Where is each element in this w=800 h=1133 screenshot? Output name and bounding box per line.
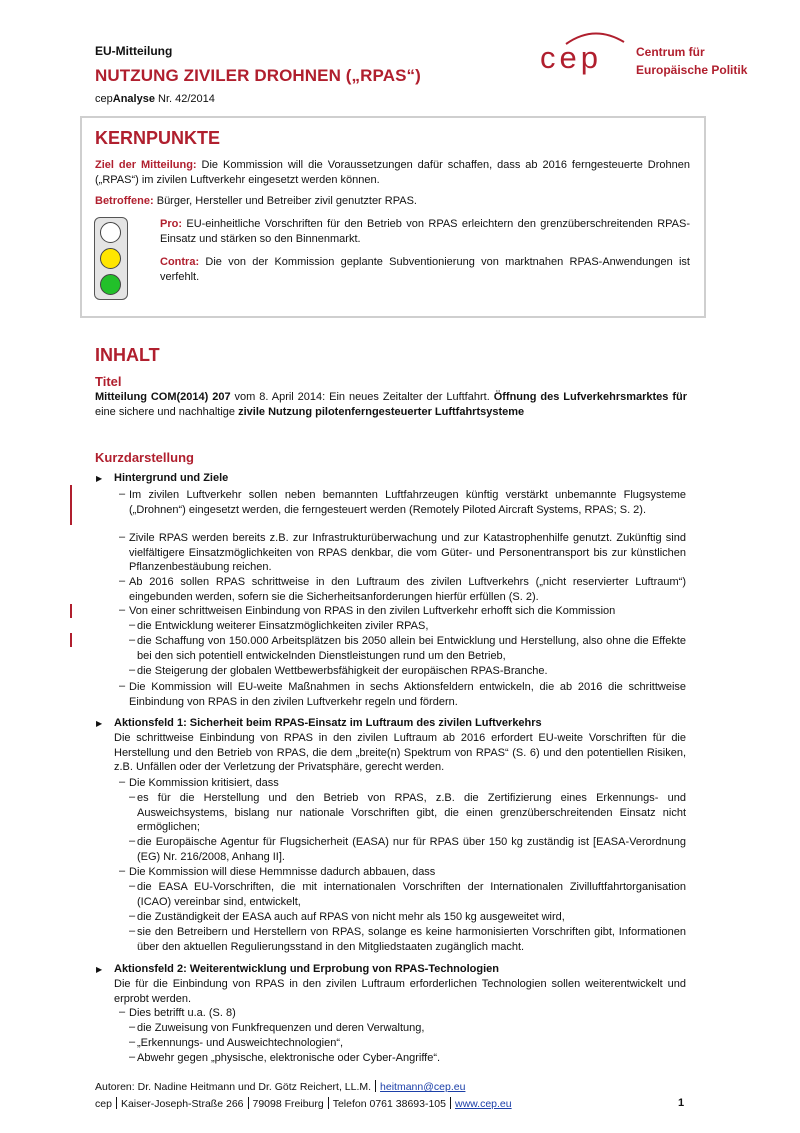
website-link[interactable]: www.cep.eu: [454, 1098, 512, 1110]
section-intro: Die für die Einbindung von RPAS in den zivilen Luftraum erforderlichen Technologien sollen weiterentwickelt und erprobt werden.: [114, 978, 686, 1005]
footer-contact: cep Kaiser-Joseph-Straße 266 79098 Freiburg Telefon 0761 38693-105 www.cep.eu: [95, 1098, 512, 1110]
analysis-number: cepAnalyse Nr. 42/2014: [95, 93, 215, 105]
sub-list-item: die Steigerung der globalen Wettbewerbsfähigkeit der europäischen RPAS-Branche.: [137, 665, 548, 677]
cep-logo: cep: [540, 40, 602, 75]
dash-bullet: –: [129, 634, 136, 646]
list-item: Ab 2016 sollen RPAS schrittweise in den Luftraum des zivilen Luftverkehrs („nicht reservierter Luftraum“) eingebunden werden, sofern sie die Sicherheitsanforderungen hierfür erfüllen (S. 2).: [129, 576, 686, 603]
document-type: EU-Mitteilung: [95, 44, 173, 58]
dash-bullet: –: [129, 925, 136, 937]
dash-bullet: –: [129, 910, 136, 922]
dash-bullet: –: [129, 1021, 136, 1033]
summary-subheading: Kurzdarstellung: [95, 450, 194, 465]
dash-bullet: –: [119, 776, 126, 788]
goal-paragraph: Ziel der Mitteilung: Die Kommission will die Voraussetzungen dafür schaffen, dass ab 2016 ferngesteuerte Drohnen („RPAS“) im zivilen Luftverkehr eingesetzt werden können.: [95, 159, 690, 186]
dash-bullet: –: [119, 680, 126, 692]
pro-paragraph: Pro: EU-einheitliche Vorschriften für den Betrieb von RPAS erleichtern den grenzüberschreitenden RPAS-Einsatz und stärken so den Binnenmarkt.: [160, 218, 690, 245]
dash-bullet: –: [119, 575, 126, 587]
dash-bullet: –: [129, 1036, 136, 1048]
org-name-line2: Europäische Politik: [636, 63, 748, 77]
dash-bullet: –: [129, 835, 136, 847]
sub-list-item: die Zuständigkeit der EASA auch auf RPAS von nicht mehr als 150 kg ausgeweitet wird,: [137, 911, 565, 923]
dash-bullet: –: [129, 619, 136, 631]
page-number: 1: [678, 1097, 685, 1109]
dash-bullet: –: [129, 664, 136, 676]
sub-list-item: die Entwicklung weiterer Einsatzmöglichkeiten ziviler RPAS,: [137, 620, 429, 632]
title-subheading: Titel: [95, 374, 122, 389]
section-heading: Hintergrund und Ziele: [114, 472, 229, 484]
contra-paragraph: Contra: Die von der Kommission geplante Subventionierung von marktnahen RPAS-Anwendungen ist verfehlt.: [160, 256, 690, 283]
dash-bullet: –: [129, 791, 136, 803]
list-item: Von einer schrittweisen Einbindung von RPAS in den zivilen Luftverkehr erhofft sich die Kommission: [129, 605, 616, 617]
dash-bullet: –: [129, 880, 136, 892]
sub-list-item: sie den Betreibern und Herstellern von RPAS, solange es keine harmonisierten Vorschriften gibt, Informationen über den aktuellen Regulierungsstand in den Mitgliedstaaten zugänglich macht.: [137, 926, 686, 953]
change-marker: [70, 633, 72, 647]
sub-list-item: es für die Herstellung und den Betrieb von RPAS, z.B. die Zertifizierung eines Erkennungs- und Ausweichsystems, bislang nur nationale Vorschriften gibt, die einen grenzüberschreitenden Einsatz nicht ermöglichen;: [137, 792, 686, 833]
sub-list-item: „Erkennungs- und Ausweichtechnologien“,: [137, 1037, 344, 1049]
traffic-light-icon: [94, 217, 128, 300]
section-heading: Aktionsfeld 2: Weiterentwicklung und Erprobung von RPAS-Technologien: [114, 963, 500, 975]
change-marker: [70, 485, 72, 525]
org-name-line1: Centrum für: [636, 45, 705, 59]
affected-paragraph: Betroffene: Bürger, Hersteller und Betreiber zivil genutzter RPAS.: [95, 195, 417, 207]
section-intro: Die schrittweise Einbindung von RPAS in den zivilen Luftraum ab 2016 erfordert EU-weite Vorschriften für die Herstellung und den Betrieb von RPAS, die dem „breite(n) Spektrum von RPAS“ (S. 6) und den potentiellen Risiken, z.B. Unfällen oder der Verletzung der Privatsphäre, gerecht werden.: [114, 732, 686, 773]
dash-bullet: –: [119, 604, 126, 616]
dash-bullet: –: [119, 1006, 126, 1018]
section-heading: Aktionsfeld 1: Sicherheit beim RPAS-Einsatz im Luftraum des zivilen Luftverkehrs: [114, 717, 542, 729]
bullet-triangle-icon: ▶: [96, 965, 103, 974]
list-item: Die Kommission will EU-weite Maßnahmen in sechs Aktionsfeldern entwickeln, die ab 2016 die schrittweise Einbindung von RPAS in den zivilen Luftverkehr regeln und fördern.: [129, 681, 686, 708]
bullet-triangle-icon: ▶: [96, 719, 103, 728]
list-item: Dies betrifft u.a. (S. 8): [129, 1007, 236, 1019]
list-item: Im zivilen Luftverkehr sollen neben bemannten Luftfahrzeugen künftig verstärkt unbemannte Flugsysteme („Drohnen“) eingesetzt werden, die ferngesteuert werden (Remotely Piloted Aircraft Systems, RPAS; S. 2).: [129, 489, 686, 516]
key-points-heading: KERNPUNKTE: [95, 128, 221, 148]
sub-list-item: die Zuweisung von Funkfrequenzen und deren Verwaltung,: [137, 1022, 425, 1034]
sub-list-item: die EASA EU-Vorschriften, die mit internationalen Vorschriften der Internationalen Zivilluftfahrtorganisation (ICAO) vereinbar sind, entwickelt,: [137, 881, 686, 908]
sub-list-item: die Europäische Agentur für Flugsicherheit (EASA) nur für RPAS über 150 kg zuständig ist [EASA-Verordnung (EG) Nr. 216/2008, Anhang II].: [137, 836, 686, 863]
change-marker: [70, 604, 72, 618]
title-paragraph: Mitteilung COM(2014) 207 vom 8. April 2014: Ein neues Zeitalter der Luftfahrt. Öffnung des Lufverkehrsmarktes für eine sichere und nachhaltige zivile Nutzung pilotenferngesteuerter Luftfahrtsysteme: [95, 391, 688, 418]
list-item: Zivile RPAS werden bereits z.B. zur Infrastrukturüberwachung und zur Katastrophenhilfe genutzt. Zukünftig sind vielfältigere Einsatzmöglichkeiten von RPAS denkbar, die vom Güter- und Personentransport bis zur künstlichen Pflanzenbestäubung reichen.: [129, 532, 686, 573]
email-link[interactable]: heitmann@cep.eu: [380, 1081, 466, 1093]
dash-bullet: –: [119, 865, 126, 877]
dash-bullet: –: [119, 531, 126, 543]
dash-bullet: –: [119, 488, 126, 500]
yellow-light-icon: [100, 248, 121, 269]
document-title: NUTZUNG ZIVILER DROHNEN („RPAS“): [95, 66, 421, 85]
list-item: Die Kommission kritisiert, dass: [129, 777, 279, 789]
sub-list-item: die Schaffung von 150.000 Arbeitsplätzen bis 2050 allein bei Entwicklung und Herstellung, also ohne die Effekte bei den sich potentiell entwickelnden Dienstleistungen rund um den Betrieb,: [137, 635, 686, 662]
list-item: Die Kommission will diese Hemmnisse dadurch abbauen, dass: [129, 866, 436, 878]
sub-list-item: Abwehr gegen „physische, elektronische oder Cyber-Angriffe“.: [137, 1052, 441, 1064]
dash-bullet: –: [129, 1051, 136, 1063]
bullet-triangle-icon: ▶: [96, 474, 103, 483]
footer-authors: Autoren: Dr. Nadine Heitmann und Dr. Götz Reichert, LL.M. heitmann@cep.eu: [95, 1081, 466, 1093]
white-light-icon: [100, 222, 121, 243]
green-light-icon: [100, 274, 121, 295]
content-heading: INHALT: [95, 345, 160, 365]
